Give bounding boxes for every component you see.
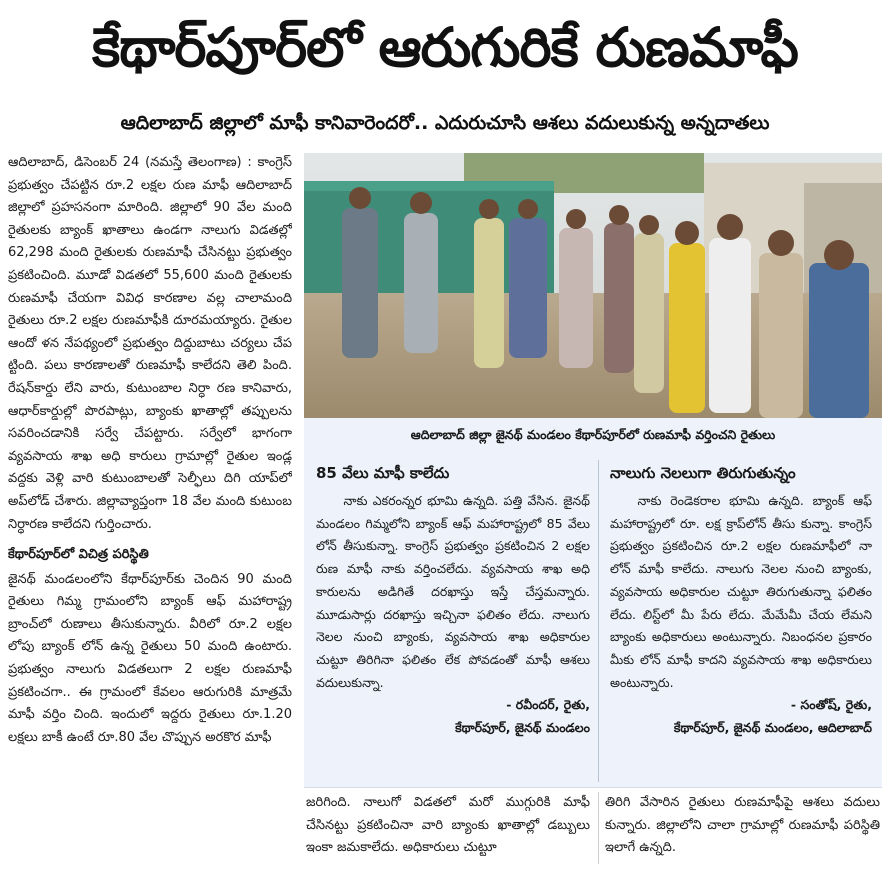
story-2-location: కేథార్‌పూర్, జైనథ్ మండలం, ఆదిలాబాద్ xyxy=(673,720,872,736)
bottom-divider xyxy=(598,792,599,864)
interview-box xyxy=(304,418,882,788)
left-column xyxy=(8,152,292,868)
story-2-title: నాలుగు నెలలుగా తిరుగుతున్నం xyxy=(610,464,796,482)
headline: కేథార్‌పూర్‌లో ఆరుగురికే రుణమాఫీ xyxy=(92,16,798,79)
lead-paragraph: ఆదిలాబాద్, డిసెంబర్ 24 (నమస్తే తెలంగాణ) : కాంగ్రెస్ ప్రభుత్వం చేపట్టిన రూ.2 లక్షల రుణ మాఫీ ఆదిలాబాద్ జిల్లాలో ప్రహసనంగా మారింది. జిల్లాలో 90 వేల మంది రైతులకు బ్యాంక్ ఖాతాలు ఉండగా నాలుగు విడతల్లో 62,298 మంది రైతులకు రుణమాఫీ చేసినట్టు ప్రభుత్వం ప్రకటించింది. మూడో విడతలో 55,600 మంది రైతులకు రుణమాఫీ చేయగా వివిధ కారణాల వల్ల చాలామంది రైతులు రూ.2 లక్షల రుణమాఫీకి దూరమయ్యారు. రైతుల ఆందో ళన నేపథ్యంలో ప్రభుత్వం దిద్దుబాటు చర్యలు చేప ట్టింది. పలు కారణాలతో రుణమాఫీ కాలేదని తెలి పింది. రేషన్‌కార్డు లేని వారు, కుటుంబాల నిర్ధా రణ కానివారు, ఆధార్‌కార్డుల్లో పొరపాట్లు, బ్యాంకు ఖాతాల్లో తప్పులను సవరించడానికి సర్వే చేపట్టారు. సర్వేలో భాగంగా వ్యవసాయ శాఖ అధి కారులు గ్రామాల్లో రైతుల ఇండ్ల వద్దకు వెళ్లి వారి కుటుంబాలతో సెల్ఫీలు దిగి యాప్‌లో అప్‌లోడ్ చేశారు. జిల్లావ్యాప్తంగా 18 వేల మంది కుటుంబ నిర్ధారణ కాలేదని గుర్తించారు. xyxy=(8,155,292,532)
story-1-signature: - రవీందర్, రైతు, xyxy=(506,697,590,713)
story-1-title: 85 వేలు మాఫీ కాలేదు xyxy=(316,464,450,482)
continued-text-1: జరిగింది. నాలుగో విడతలో మరో ముగ్గురికి మాఫీ చేసినట్టు ప్రకటించినా వారి బ్యాంకు ఖాతాల్లో డబ్బులు ఇంకా జమకాలేదు. అధికారులు చుట్టూ xyxy=(306,795,590,856)
story-1-body: నాకు ఎకరంన్నర భూమి ఉన్నది. పత్తి వేసిన. జైనథ్ మండలం గిమ్మలోని బ్యాంక్ ఆఫ్ మహారాష్ట్రలో 85 వేలు లోన్ తీసుకున్నా. కాంగ్రెస్ ప్రభుత్వం ప్రకటించిన 2 లక్షల రుణ మాఫీ నాకు వర్తించలేదు. వ్యవసాయ శాఖ అధి కారులను అడిగితే దరఖాస్తు ఇస్తే చేస్తమన్నారు. మూడుసార్లు దరఖాస్తు ఇచ్చినా ఫలితం లేదు. నాలుగు నెలల నుంచి బ్యాంకు, వ్యవసాయ శాఖ అధికారుల చుట్టూ తిరిగినా ఫలితం లేక పోవడంతో మాఫీ ఆశలు వదులుకున్నా. xyxy=(316,493,590,690)
news-photo xyxy=(304,153,882,418)
farmer-story-2 xyxy=(610,460,872,786)
subheadline: ఆదిలాబాద్ జిల్లాలో మాఫీ కానివారెందరో.. ఎదురుచూసి ఆశలు వదులుకున్న అన్నదాతలు xyxy=(120,112,770,134)
photo-caption: ఆదిలాబాద్ జిల్లా జైనథ్ మండలం కేథార్‌పూర్‌లో రుణమాఫీ వర్తించని రైతులు xyxy=(410,427,776,442)
section-subtitle: కేథార్‌పూర్‌లో విచిత్ర పరిస్థితి xyxy=(8,547,149,563)
story-1-location: కేథార్‌పూర్, జైనథ్ మండలం xyxy=(455,720,590,736)
story-2-body: నాకు రెండెకరాల భూమి ఉన్నది. బ్యాంక్ ఆఫ్ మహారాష్ట్రలో రూ. లక్ష క్రాప్‌లోన్ తీసు కున్నా. కాంగ్రెస్ ప్రభుత్వం ప్రకటించిన రూ.2 లక్షల రుణమాఫీలో నా లోన్ మాఫీ కాలేదు. నాలుగు నెలల నుంచి బ్యాంకు, వ్యవసాయ అధికారుల చుట్టూ తిరుగుతున్నా ఫలితం లేదు. లిస్ట్‌లో మీ పేరు లేదు. మేమేమీ చేయ లేమని బ్యాంకు అధికారులు అంటున్నారు. నిబంధనల ప్రకారం మీకు లోన్ మాఫీ కాదని వ్యవసాయ శాఖ అధికారులు అంటున్నారు. xyxy=(610,493,872,690)
continued-text-2: తిరిగి వేసారిన రైతులు రుణమాఫీపై ఆశలు వదులు కున్నారు. జిల్లాలోని చాలా గ్రామాల్లో రుణమాఫీ పరిస్థితి ఇలాగే ఉన్నది. xyxy=(605,795,880,856)
story-2-signature: - సంతోష్, రైతు, xyxy=(790,697,872,713)
section-paragraph: జైనథ్ మండలంలోని కేథార్‌పూర్‌కు చెందిన 90 మంది రైతులు గిమ్మ గ్రామంలోని బ్యాంక్ ఆఫ్ మహారాష్ట్ర బ్రాంచ్‌లో రుణాలు తీసుకున్నారు. వీరిలో రూ.2 లక్షల లోపు బ్యాంక్ లోన్ ఉన్న రైతులు 50 మంది ఉంటారు. ప్రభుత్వం నాలుగు విడతలుగా 2 లక్షల రుణమాఫీ ప్రకటించగా.. ఈ గ్రామంలో కేవలం ఆరుగురికి మాత్రమే మాఫీ వర్తిం చింది. ఇందులో ఇద్దరు రైతులు రూ.1.20 లక్షలు బాకీ ఉంటే రూ.80 వేల చొప్పున అరకొర మాఫీ xyxy=(8,571,292,745)
column-divider xyxy=(598,460,599,782)
farmer-story-1 xyxy=(316,460,590,786)
